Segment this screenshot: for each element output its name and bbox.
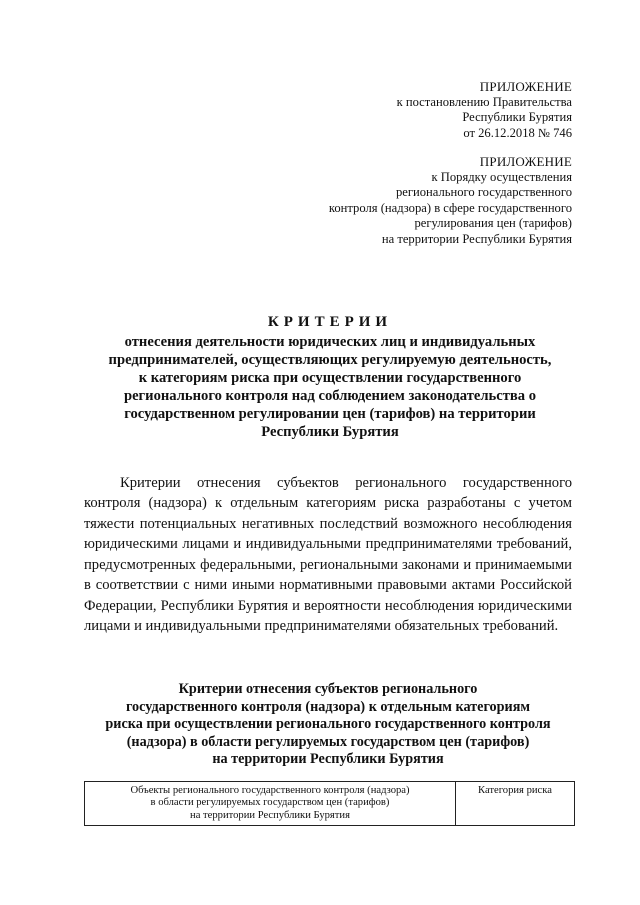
subtitle-line: (надзора) в области регулируемых государством цен (тарифов) — [126, 733, 530, 750]
title-line: отнесения деятельности юридических лиц и индивидуальных — [124, 334, 536, 350]
subtitle-line: риска при осуществлении регионального государственного контроля — [105, 716, 551, 733]
appendix-line: регулирования цен (тарифов) — [414, 216, 572, 231]
table-header-risk-category: Категория риска — [456, 782, 575, 826]
appendix-heading: ПРИЛОЖЕНИЕ — [479, 79, 572, 94]
section-subtitle — [84, 681, 572, 769]
appendix-line: Республики Бурятия — [462, 110, 572, 125]
header-line: на территории Республики Бурятия — [190, 809, 350, 821]
appendix-line: к Порядку осуществления — [431, 169, 572, 184]
subtitle-line: государственного контроля (надзора) к отдельным категориям — [125, 698, 531, 715]
appendix-line: от 26.12.2018 № 746 — [463, 125, 572, 140]
appendix-line: к постановлению Правительства — [396, 94, 572, 109]
appendix-line: регионального государственного — [395, 185, 572, 200]
header-line: в области регулируемых государством цен (тарифов) — [150, 797, 390, 809]
header-line: Объекты регионального государственного контроля (надзора) — [130, 785, 410, 796]
document-title — [70, 313, 590, 441]
appendix-line: на территории Республики Бурятия — [381, 231, 572, 246]
title-line: предпринимателей, осуществляющих регулируемую деятельность, — [108, 352, 552, 368]
appendix-heading: ПРИЛОЖЕНИЕ — [479, 154, 572, 169]
body-paragraph: Критерии отнесения субъектов регионального государственного контроля (надзора) к отдельным категориям риска разработаны с учетом тяжести потенциальных негативных последствий возможного несоблюдения юридическими лицами и индивидуальными предпринимателями требований, предусмотренных федеральными, региональными законами и принимаемыми в соответствии с ними иными нормативными правовыми актами Российской Федерации, Республики Бурятия и вероятности несоблюдения юридическими лицами и индивидуальными предпринимателями обязательных требований. — [84, 474, 572, 635]
title-line: государственном регулировании цен (тарифов) на территории — [124, 406, 536, 422]
table-header-row — [85, 782, 575, 826]
appendix-line: контроля (надзора) в сфере государственного — [328, 200, 572, 215]
subtitle-line: на территории Республики Бурятия — [212, 751, 444, 768]
title-line: регионального контроля над соблюдением законодательства о — [123, 388, 537, 404]
appendix-block-decree — [397, 79, 572, 141]
subtitle-line: Критерии отнесения субъектов регионального — [178, 681, 478, 697]
criteria-table — [84, 781, 575, 826]
title-line: к категориям риска при осуществлении государственного — [138, 370, 522, 386]
appendix-block-procedure — [329, 154, 572, 248]
title-heading: КРИТЕРИИ — [267, 314, 393, 330]
title-line: Республики Бурятия — [261, 424, 399, 440]
table-header-objects — [85, 782, 456, 826]
